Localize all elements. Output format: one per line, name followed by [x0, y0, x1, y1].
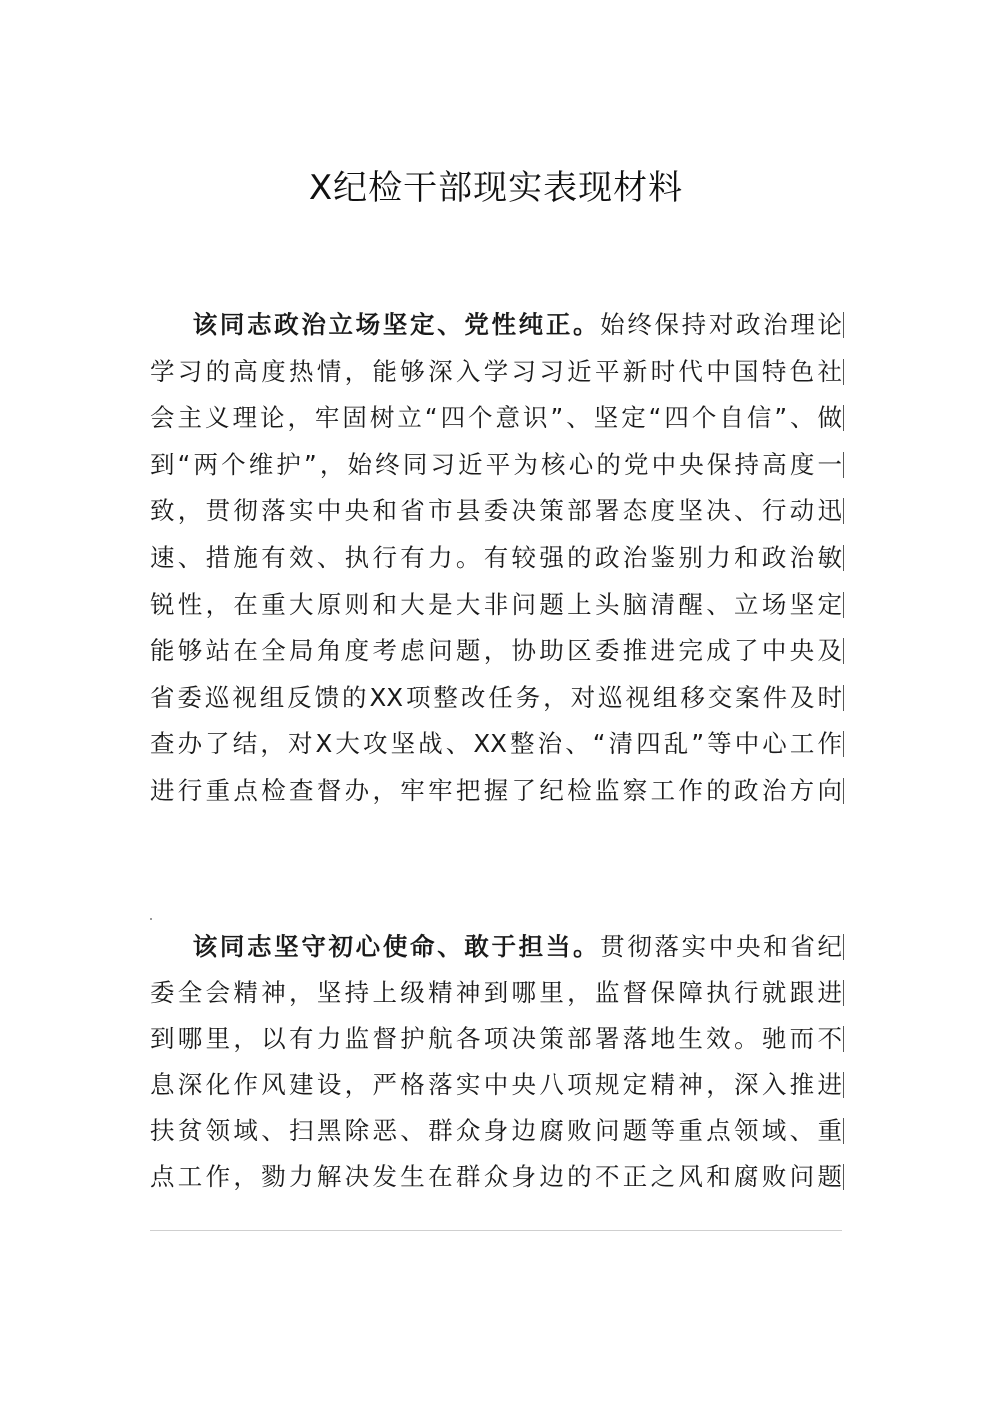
paragraph-line: 进行重点检查督办，牢牢把握了纪检监察工作的政治方向 [150, 775, 842, 805]
line-edge-mark [843, 638, 844, 664]
paragraph-lead: 该同志政治立场坚定、党性纯正。 [190, 310, 601, 339]
document-title: X纪检干部现实表现材料 [308, 168, 684, 208]
paragraph-line: 到“两个维护”，始终同习近平为核心的党中央保持高度一 [150, 449, 842, 479]
line-edge-mark [843, 1164, 844, 1190]
line-edge-mark [843, 545, 844, 571]
paragraph-line: 速、措施有效、执行有力。有较强的政治鉴别力和政治敏 [150, 542, 842, 572]
paragraph-line: 能够站在全局角度考虑问题，协助区委推进完成了中央及 [150, 636, 842, 666]
line-edge-mark [843, 498, 844, 524]
line-edge-mark [843, 1118, 844, 1144]
paragraph-mission [150, 924, 842, 1200]
line-edge-mark [843, 592, 844, 618]
paragraph-text: 贯彻落实中央和省纪 [600, 932, 843, 961]
line-edge-mark [843, 778, 844, 804]
paragraph-line: 省委巡视组反馈的XX项整改任务，对巡视组移交案件及时 [150, 682, 842, 712]
line-edge-mark [843, 312, 844, 338]
line-edge-mark [843, 934, 844, 960]
paragraph-line: 锐性，在重大原则和大是大非问题上头脑清醒、立场坚定 [150, 589, 842, 619]
bottom-rule [150, 1230, 842, 1231]
paragraph-line: 查办了结，对X大攻坚战、XX整治、“清四乱”等中心工作 [150, 729, 842, 759]
line-edge-mark [843, 359, 844, 385]
paragraph-line: 学习的高度热情，能够深入学习习近平新时代中国特色社 [150, 356, 842, 386]
stray-dot [150, 918, 152, 920]
paragraph-lead: 该同志坚守初心使命、敢于担当。 [190, 932, 601, 961]
paragraph-line [150, 302, 842, 349]
paragraph-line: 致，贯彻落实中央和省市县委决策部署态度坚决、行动迅 [150, 496, 842, 526]
paragraph-line: 扶贫领域、扫黑除恶、群众身边腐败问题等重点领域、重 [150, 1116, 842, 1145]
line-edge-mark [843, 685, 844, 711]
paragraph-political-stance [150, 302, 842, 815]
paragraph-line: 息深化作风建设，严格落实中央八项规定精神，深入推进 [150, 1070, 842, 1099]
paragraph-line: 会主义理论，牢固树立“四个意识”、坚定“四个自信”、做 [150, 403, 842, 433]
paragraph-line: 点工作，勠力解决发生在群众身边的不正之风和腐败问题 [150, 1162, 842, 1191]
line-edge-mark [843, 452, 844, 478]
paragraph-text: 始终保持对政治理论 [600, 310, 843, 339]
line-edge-mark [843, 1072, 844, 1098]
paragraph-line: 到哪里，以有力监督护航各项决策部署落地生效。驰而不 [150, 1024, 842, 1053]
line-edge-mark [843, 731, 844, 757]
line-edge-mark [843, 405, 844, 431]
line-edge-mark [843, 1026, 844, 1052]
paragraph-line: 委全会精神，坚持上级精神到哪里，监督保障执行就跟进 [150, 978, 842, 1007]
line-edge-mark [843, 980, 844, 1006]
paragraph-line [150, 924, 842, 970]
